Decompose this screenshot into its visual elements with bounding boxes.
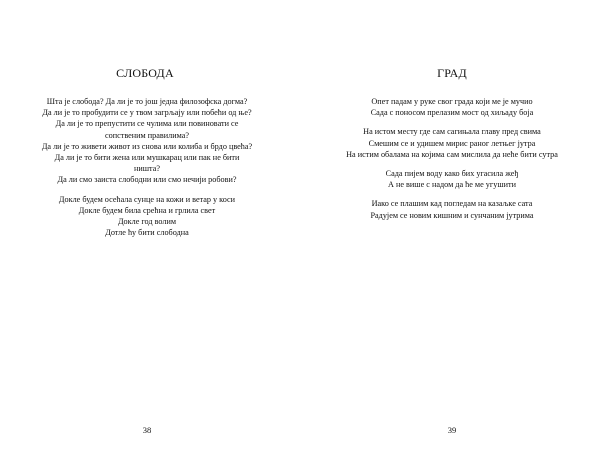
poem-line: На истим обалама на којима сам мислила да нећe бити сутра xyxy=(346,149,558,159)
page-number-left: 38 xyxy=(142,425,152,435)
right-page xyxy=(300,0,600,466)
stanza xyxy=(302,126,600,160)
poem-line: Да ли је то бити жена или мушкарац или пак не бити xyxy=(54,153,240,163)
poem-line: А не више с надом да ће ме угушити xyxy=(388,180,516,190)
stanza xyxy=(302,96,600,118)
poem-line: Смешим се и удишем мирис раног летњег јутра xyxy=(368,138,536,148)
poem-title-left: СЛОБОДА xyxy=(116,66,174,80)
poem-line: Докле будем била срећна и грлила свет xyxy=(78,205,216,215)
stanza xyxy=(302,198,600,220)
poem-line: Шта је слобода? Да ли је то још једна филозофска догма? xyxy=(46,97,248,106)
poem-line: ништа? xyxy=(133,164,160,174)
poem-line: Иако се плашим кад погледам на казаљке сата xyxy=(371,199,533,209)
poem-title-right: ГРАД xyxy=(437,66,467,80)
poem-line: Да ли је то препустити се чулима или повиновати се xyxy=(55,119,239,129)
poem-line: Докле год волим xyxy=(117,217,177,227)
poem-line: Докле будем осећала сунце на кожи и ветар у коси xyxy=(58,194,236,204)
poem-line: сопственим правилима? xyxy=(105,130,189,140)
poem-line: Радујем се новим кишним и сунчаним јутрима xyxy=(370,210,534,220)
stanza xyxy=(302,168,600,190)
stanza xyxy=(0,96,297,186)
poem-line: Дотле ћу бити слободна xyxy=(105,228,189,238)
poem-line: На истом месту где сам сагињала главу пред свима xyxy=(363,127,541,137)
poem-line: Сада с поносом прелазим мост од хиљаду боја xyxy=(370,108,534,118)
poem-line: Да ли је то живети живот из снова или колиба и брдо цвећа? xyxy=(41,141,253,151)
poem-line: Сада пијем воду како бих угасила жеђ xyxy=(385,169,519,179)
poem-line: Опет падам у руке свог града који ме је мучио xyxy=(371,97,533,106)
poem-line: Да ли је то пробудити се у твом загрљају или побећи од ње? xyxy=(42,108,252,118)
poem-body-right xyxy=(302,96,600,229)
page-number-right: 39 xyxy=(447,425,457,435)
poem-body-left xyxy=(0,96,297,246)
poem-line: Да ли смо заиста слободни или смо нечији робови? xyxy=(57,175,237,185)
stanza xyxy=(0,194,297,239)
